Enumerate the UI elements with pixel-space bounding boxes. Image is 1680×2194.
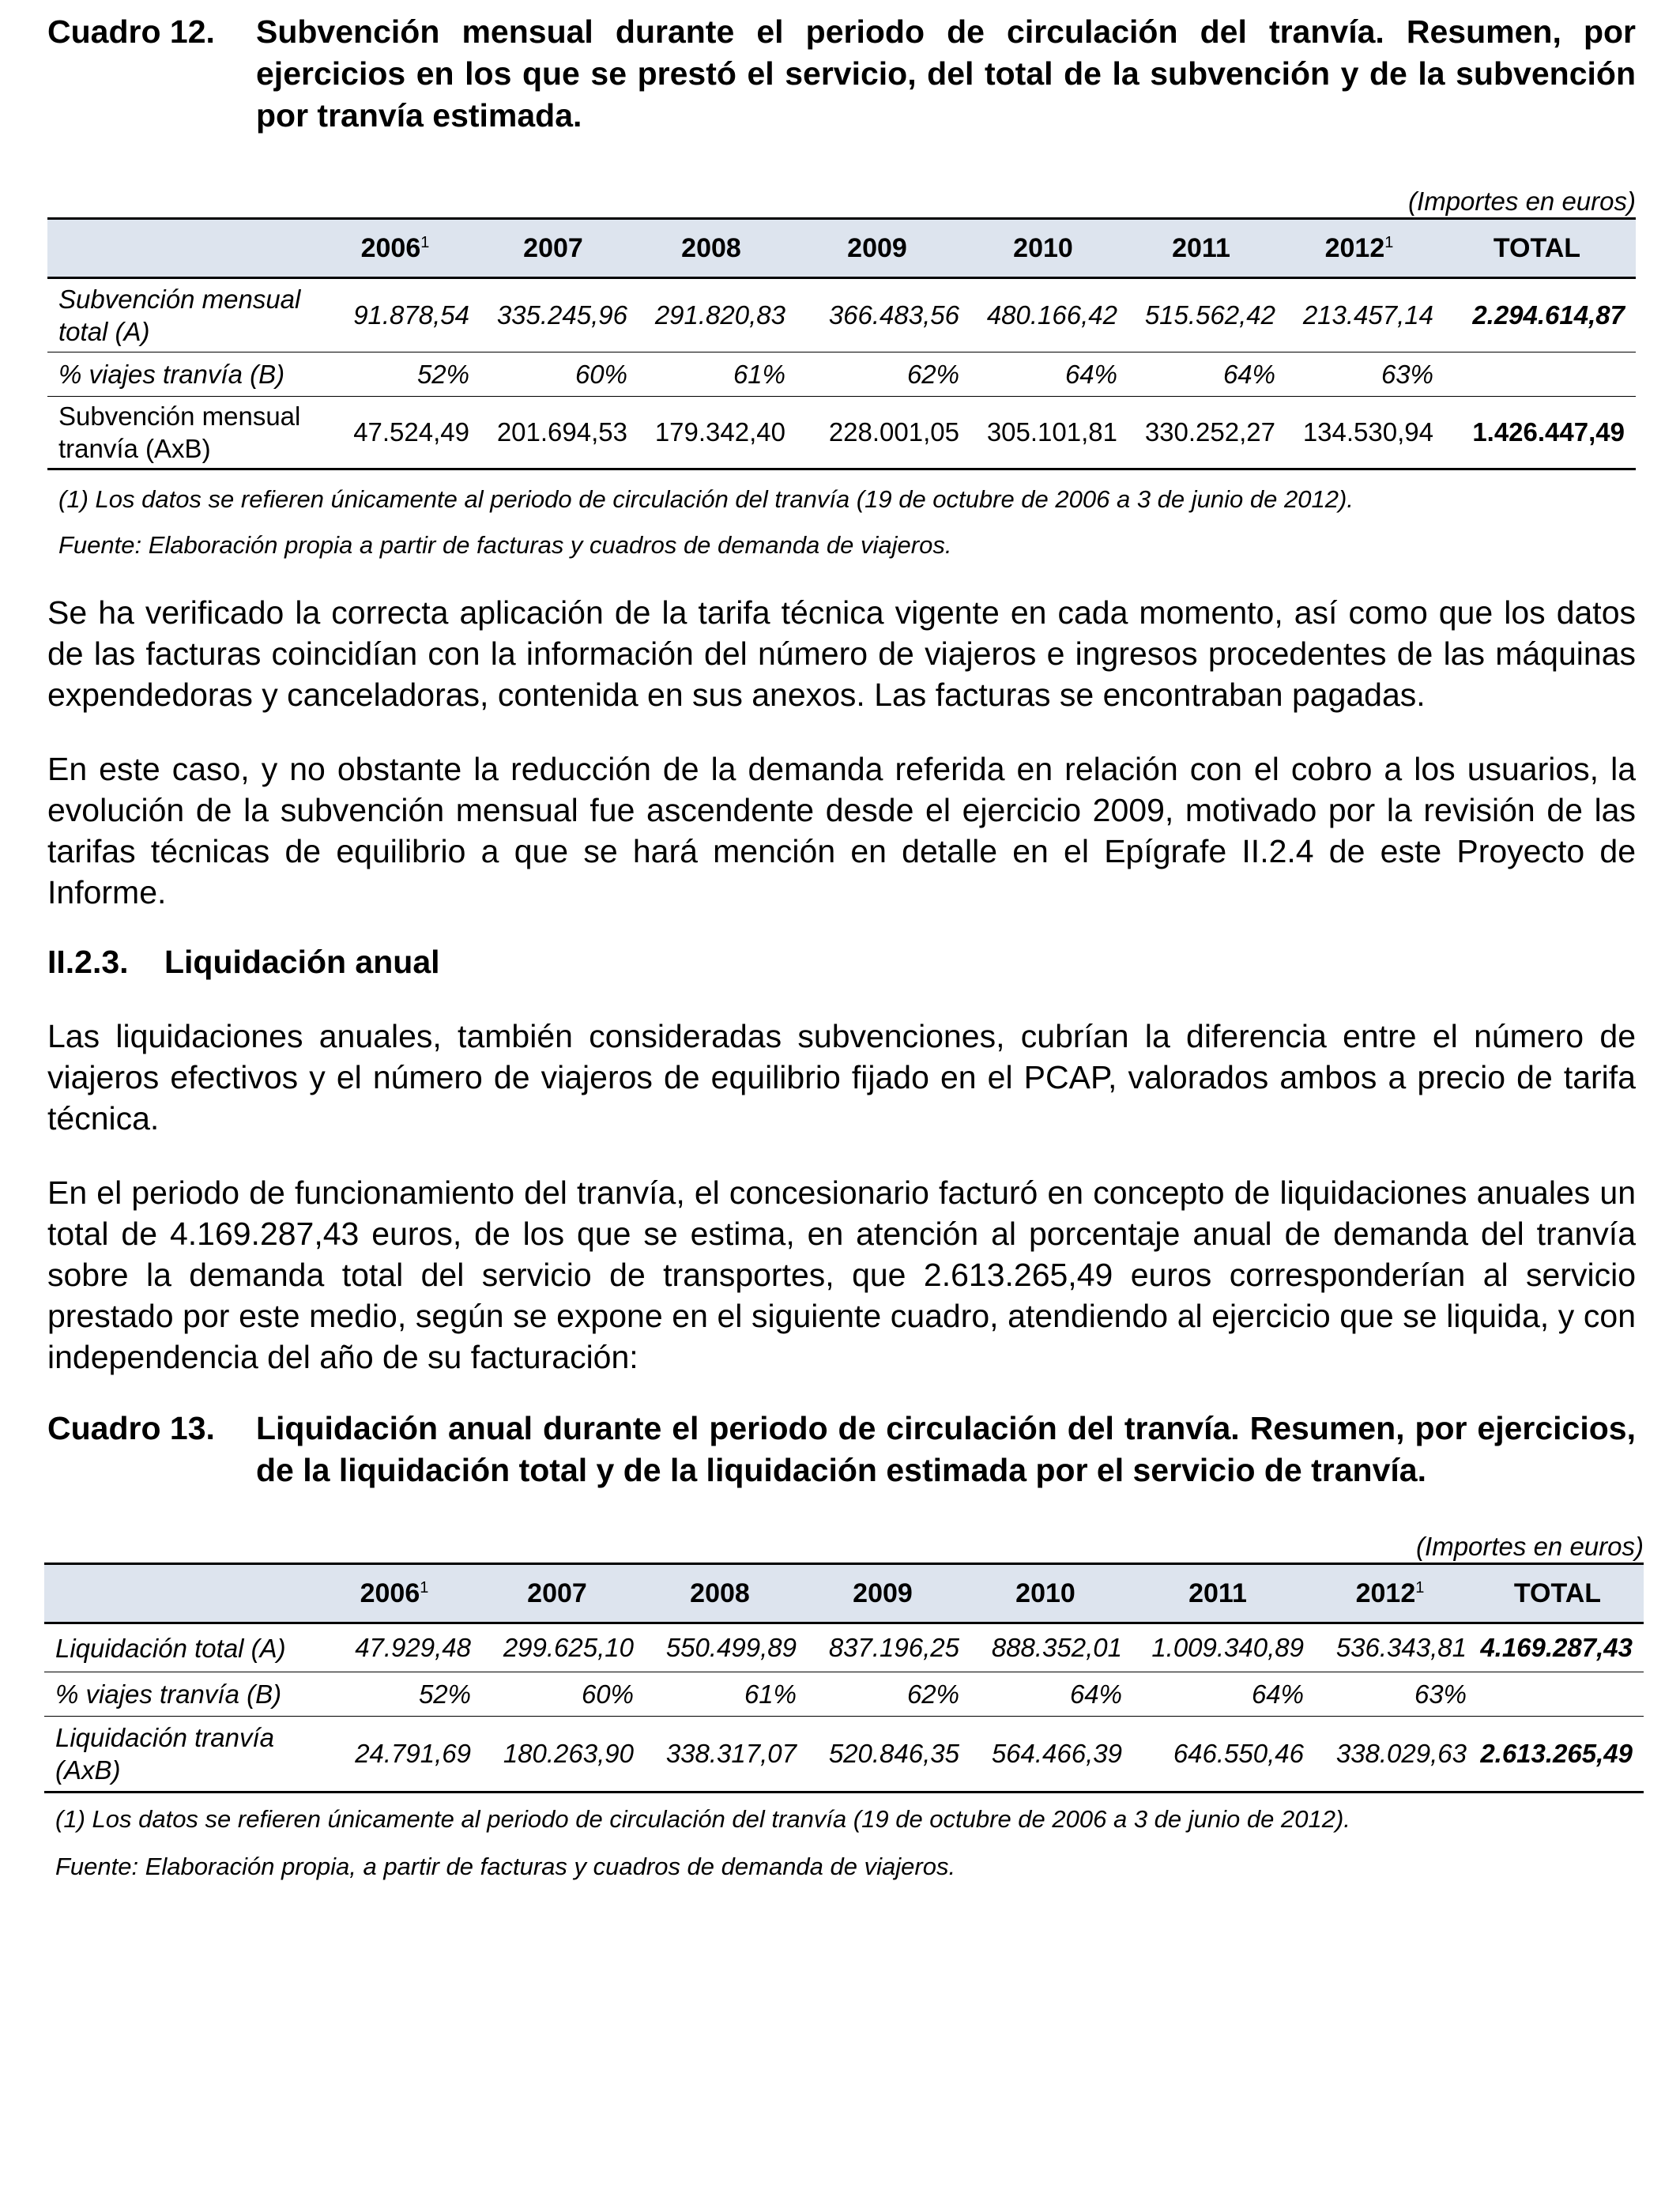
table13-header-2006: 2006$^1$ — [313, 1564, 476, 1623]
table-cell: 888.352,01 — [964, 1623, 1127, 1672]
table-total-cell: 1.426.447,49 — [1438, 397, 1636, 469]
table12-header-2006: 2006$^1$ — [316, 219, 474, 278]
table12-header-2010: 2010 — [964, 219, 1122, 278]
table-cell: 299.625,10 — [476, 1623, 638, 1672]
table13-units: (Importes en euros) — [1416, 1532, 1644, 1561]
table-total-cell: 2.294.614,87 — [1438, 278, 1636, 352]
table-cell: 179.342,40 — [632, 397, 790, 469]
table-cell: 291.820,83 — [632, 278, 790, 352]
table-cell: 338.317,07 — [638, 1717, 801, 1793]
table13-source: Fuente: Elaboración propia, a partir de facturas y cuadros de demanda de viajeros. — [55, 1853, 956, 1880]
table12-header-2007: 2007 — [474, 219, 632, 278]
document-page — [47, 11, 1644, 1882]
table13-header-2011: 2011 — [1127, 1564, 1309, 1623]
paragraph: Se ha verificado la correcta aplicación de la tarifa técnica vigente en cada momento, así como que los datos de las facturas coincidían con la información del número de viajeros e ingresos procedentes de las máquinas expendedoras y canceladoras, contenida en sus anexos. Las facturas se encontraban pagadas. — [47, 594, 1636, 713]
table12-header-2008: 2008 — [632, 219, 790, 278]
table12-header-total: TOTAL — [1438, 219, 1636, 278]
table13-header-2009: 2009 — [801, 1564, 964, 1623]
paragraph: Las liquidaciones anuales, también consideradas subvenciones, cubrían la diferencia entre el número de viajeros efectivos y el número de viajeros de equilibrio fijado en el PCAP, valorados ambos a precio de tarifa técnica. — [47, 1018, 1636, 1137]
table12-header-2011: 2011 — [1122, 219, 1280, 278]
table12-caption-text: Subvención mensual durante el periodo de circulación del tranvía. Resumen, por ejercicios en los que se prestó el servicio, del total de la subvención y de la subvención por tranvía estimada. — [256, 13, 1636, 134]
table13-caption-text: Liquidación anual durante el periodo de circulación del tranvía. Resumen, por ejercicios, de la liquidación total y de la liquidación estimada por el servicio de tranvía. — [256, 1410, 1636, 1488]
table12-caption-label: Cuadro 12. — [47, 13, 215, 50]
table13-header-empty — [44, 1564, 313, 1623]
table-cell: 837.196,25 — [801, 1623, 964, 1672]
table-cell: 520.846,35 — [801, 1717, 964, 1793]
table-cell: 180.263,90 — [476, 1717, 638, 1793]
table12-row-label: % viajes tranvía (B) — [47, 352, 316, 397]
table13-header-2008: 2008 — [638, 1564, 801, 1623]
table13-footnote: (1) Los datos se refieren únicamente al periodo de circulación del tranvía (19 de octubre de 2006 a 3 de junio de 2012). — [55, 1805, 1350, 1833]
section-heading — [47, 941, 1636, 982]
table-cell: 60% — [474, 352, 632, 397]
table12-source: Fuente: Elaboración propia a partir de facturas y cuadros de demanda de viajeros. — [58, 531, 952, 559]
table-cell: 52% — [316, 352, 474, 397]
table-total-cell — [1438, 352, 1636, 397]
table-cell: 564.466,39 — [964, 1717, 1127, 1793]
table-cell: 47.524,49 — [316, 397, 474, 469]
table-cell: 550.499,89 — [638, 1623, 801, 1672]
table12-row-label: Subvención mensual tranvía (AxB) — [47, 397, 316, 469]
table-row — [44, 1623, 1644, 1672]
table12-header-2012: 2012$^1$ — [1280, 219, 1438, 278]
table-cell: 201.694,53 — [474, 397, 632, 469]
table-cell: 480.166,42 — [964, 278, 1122, 352]
table-cell: 134.530,94 — [1280, 397, 1438, 469]
table-cell: 330.252,27 — [1122, 397, 1280, 469]
paragraph: En el periodo de funcionamiento del tranvía, el concesionario facturó en concepto de liquidaciones anuales un total de 4.169.287,43 euros, de los que se estima, en atención al porcentaje anual de demanda del tranvía sobre la demanda total del servicio de transportes, que 2.613.265,49 euros corresponderían al servicio prestado por este medio, según se expone en el siguiente cuadro, atendiendo al ejercicio que se liquida, y con independencia del año de su facturación: — [47, 1174, 1636, 1375]
table-cell: 228.001,05 — [790, 397, 964, 469]
table13-header-2012: 2012$^1$ — [1309, 1564, 1471, 1623]
table13-caption — [47, 1408, 1636, 1491]
table13-row-label: % viajes tranvía (B) — [44, 1672, 313, 1717]
table-cell: 64% — [964, 352, 1122, 397]
table12-header-empty — [47, 219, 316, 278]
section-number: II.2.3. — [47, 944, 129, 980]
table-cell: 515.562,42 — [1122, 278, 1280, 352]
table-cell: 61% — [632, 352, 790, 397]
table-cell: 64% — [1127, 1672, 1309, 1717]
table-cell: 366.483,56 — [790, 278, 964, 352]
table13-row-label: Liquidación total (A) — [44, 1623, 313, 1672]
table12-caption — [47, 11, 1636, 137]
table-total-cell: 4.169.287,43 — [1471, 1623, 1644, 1672]
table-cell: 91.878,54 — [316, 278, 474, 352]
table-total-cell: 2.613.265,49 — [1471, 1717, 1644, 1793]
table13-header-total: TOTAL — [1471, 1564, 1644, 1623]
table-cell: 52% — [313, 1672, 476, 1717]
table-cell: 64% — [1122, 352, 1280, 397]
table-cell: 338.029,63 — [1309, 1717, 1471, 1793]
table-row — [47, 397, 1636, 469]
table-cell: 62% — [801, 1672, 964, 1717]
table-cell: 63% — [1309, 1672, 1471, 1717]
table12-header-2009: 2009 — [790, 219, 964, 278]
table-cell: 335.245,96 — [474, 278, 632, 352]
paragraph: En este caso, y no obstante la reducción de la demanda referida en relación con el cobro a los usuarios, la evolución de la subvención mensual fue ascendente desde el ejercicio 2009, motivado por la revisión de las tarifas técnicas de equilibrio a que se hará mención en detalle en el Epígrafe II.2.4 de este Proyecto de Informe. — [47, 751, 1636, 910]
table-row — [44, 1717, 1644, 1793]
table13-header-row — [44, 1564, 1644, 1623]
table-cell: 61% — [638, 1672, 801, 1717]
table12-footnote: (1) Los datos se refieren únicamente al periodo de circulación del tranvía (19 de octubre de 2006 a 3 de junio de 2012). — [58, 485, 1354, 513]
table-row — [47, 352, 1636, 397]
table-cell: 64% — [964, 1672, 1127, 1717]
table12-row-label: Subvención mensual total (A) — [47, 278, 316, 352]
table-cell: 213.457,14 — [1280, 278, 1438, 352]
table13-header-2007: 2007 — [476, 1564, 638, 1623]
section-title: Liquidación anual — [164, 944, 440, 980]
table-cell: 60% — [476, 1672, 638, 1717]
table-cell: 47.929,48 — [313, 1623, 476, 1672]
table-cell: 305.101,81 — [964, 397, 1122, 469]
table13-header-2010: 2010 — [964, 1564, 1127, 1623]
table-cell: 1.009.340,89 — [1127, 1623, 1309, 1672]
table-row — [44, 1672, 1644, 1717]
table-cell: 24.791,69 — [313, 1717, 476, 1793]
table13 — [44, 1563, 1644, 1793]
table-cell: 62% — [790, 352, 964, 397]
table-total-cell — [1471, 1672, 1644, 1717]
table-cell: 63% — [1280, 352, 1438, 397]
table13-block — [44, 1531, 1644, 1882]
table13-caption-label: Cuadro 13. — [47, 1410, 215, 1446]
table-row — [47, 278, 1636, 352]
table-cell: 536.343,81 — [1309, 1623, 1471, 1672]
table12-units: (Importes en euros) — [1408, 187, 1636, 216]
table12-header-row — [47, 219, 1636, 278]
table-cell: 646.550,46 — [1127, 1717, 1309, 1793]
table13-row-label: Liquidación tranvía (AxB) — [44, 1717, 313, 1793]
table12 — [47, 217, 1636, 470]
